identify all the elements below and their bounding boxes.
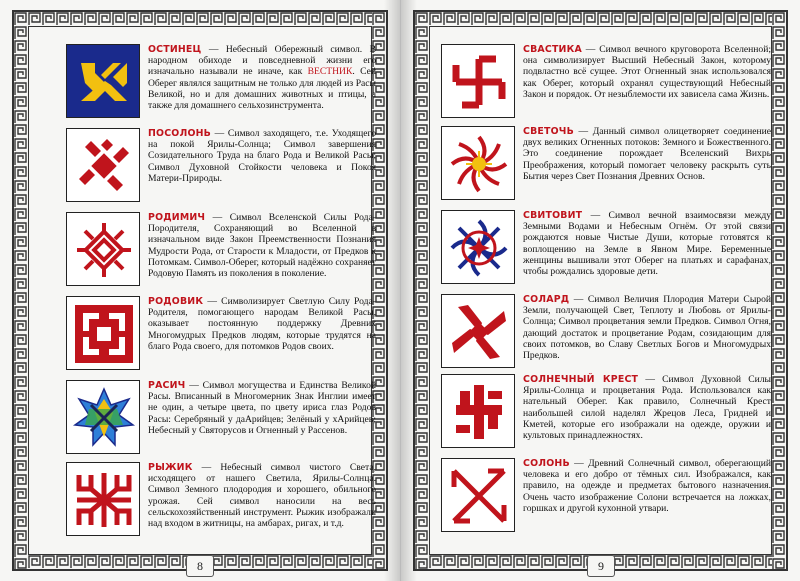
symbol-entry — [441, 458, 771, 532]
entry-text — [515, 374, 771, 448]
posolon-symbol-icon — [66, 128, 140, 202]
entry-text — [140, 212, 376, 286]
entry-body: — Символ вечной взаимосвязи между Земными Водами и Небесным Огнём. От этой связи рождаются новые Чистые Души, которые готовятся к воплощению на Земле в Явном Мире. Беременные женщины вышивали этот Оберег на платьях и сарафанах, чтобы рождались здоровые дети. — [523, 210, 771, 278]
gutter-shadow — [384, 0, 400, 581]
greek-key-band-top — [14, 12, 386, 26]
entry-body: — Древний Солнечный символ, оберегающий человека и его добро от тёмных сил. Изображался, как правило, на одежде и предметах бытового назначения. Очень часто изображение Солони встречается на ложках, горшках и другой кухонной утвари. — [523, 458, 771, 514]
entry-title: РОДОВИК — [148, 296, 204, 307]
entry-text — [515, 126, 771, 200]
entry-title: СВИТОВИТ — [523, 210, 583, 221]
symbol-entry — [441, 126, 771, 200]
entry-body: — Символ Величия Плородия Матери Сырой Земли, получающей Свет, Теплоту и Любовь от Ярилы-Солнца; Символ процветания земли Предков. Символ Огня, дающий достаток и процветание Родам, созидающим для своих потомков, во Славу Светлых Богов и Многомудрых Предков. — [523, 294, 771, 362]
greek-key-band-top — [415, 12, 786, 26]
ryzhik-symbol-icon — [66, 462, 140, 536]
entry-body: — Небесный символ чистого Света, исходящего от нашего Светила, Ярилы-Солнца. Символ Земного плодородия и хорошего, обильного урожая. Сей символ наносили на весь сельскохозяйственный инструмент. Рыжик изображали над входом в житницы, на амбарах, ригах, и т.д. — [148, 462, 376, 530]
symbol-entry — [441, 44, 771, 118]
entry-text — [140, 128, 376, 202]
symbol-entry — [66, 44, 376, 118]
entry-title: РАСИЧ — [148, 380, 186, 391]
entry-text — [515, 210, 771, 284]
svastika-symbol-icon — [441, 44, 515, 118]
symbol-entry — [441, 374, 771, 448]
entry-text — [515, 44, 771, 118]
page-number: 9 — [587, 555, 615, 577]
solnechny-krest-symbol-icon — [441, 374, 515, 448]
symbol-entry — [441, 210, 771, 284]
entry-body-end: . Сей Оберег являлся защитным не только для людей из Расы Великой, но и для домашних животных и птицы, а также для домашнего сельхозинструмента. — [148, 66, 376, 112]
symbol-entry — [66, 212, 376, 286]
svitovit-symbol-icon — [441, 210, 515, 284]
entry-text — [140, 380, 376, 454]
entry-title: РОДИМИЧ — [148, 212, 206, 223]
solon-symbol-icon — [441, 458, 515, 532]
symbol-entry — [66, 296, 376, 370]
right-page — [400, 0, 800, 581]
ostinets-symbol-icon — [66, 44, 140, 118]
svetoch-symbol-icon — [441, 126, 515, 200]
entry-title: СОЛНЕЧНЫЙ КРЕСТ — [523, 374, 639, 385]
entry-body: — Данный символ олицетворяет соединение двух великих Огненных потоков: Земного и Божественного. Это соединение порождает Вселенский Вихрь Преображения, который помогает человеку раскрыть суть Бытия через Свет Познания Древних Основ. — [523, 126, 771, 182]
entry-highlight: ВЕСТНИК — [307, 66, 353, 78]
entry-title: СОЛОНЬ — [523, 458, 570, 469]
entry-body: — Символ Духовной Силы Ярилы-Солнца и процветания Рода. Использовался как нательный Оберег. Как правило, Солнечный Крест наибольшей силой наделял Жрецов Леса, Гридней и Кметей, которые его изображали на одежде, оружии и культовых принадлежностях. — [523, 374, 771, 442]
rodovik-symbol-icon — [66, 296, 140, 370]
entry-body: — Символ вечного круговорота Вселенной; она символизирует Высший Небесный Закон, которому подвластно всё сущее. Этот Огненный знак использовался как Оберег, который охранял существующий Небесный Закон и порядок. От незыблемости их зависела сама Жизнь. — [523, 44, 771, 100]
entry-title: ОСТИНЕЦ — [148, 44, 202, 55]
symbol-entry — [66, 128, 376, 202]
greek-key-band-left — [415, 12, 429, 569]
symbol-entry — [66, 462, 376, 536]
entry-title: СВАСТИКА — [523, 44, 582, 55]
entry-body: — Символ заходящего, т.е. Уходящего на покой Ярилы-Солнца; Символ завершения Созидательного Труда на благо Рода и Великой Расы; Символ Духовной Стойкости человека и Покоя Матери-Природы. — [148, 128, 376, 184]
rasich-symbol-icon — [66, 380, 140, 454]
entry-body: — Символизирует Светлую Силу Рода-Родителя, помогающего народам Великой Расы, оказывает постоянную поддержку Древних Многомудрых Предков людям, которые трудятся на благо Рода своего, для потомков Родов своих. — [148, 296, 376, 352]
entry-title: РЫЖИК — [148, 462, 193, 473]
entry-title: СОЛАРД — [523, 294, 570, 305]
entry-body: — Символ Вселенской Силы Рода-Породителя, Сохраняющий во Вселенной в изначальном виде Закон Преемственности Познания Мудрости Рода, от Старости к Младости, от Предков к Потомкам. Символ-Оберег, который надёжно сохраняет Родовую Память из поколения в поколение. — [148, 212, 376, 280]
solard-symbol-icon — [441, 294, 515, 368]
entry-body: — Небесный Обережный символ. В народном обиходе и повседневной жизни его изначально называли не иначе, как — [148, 44, 376, 78]
greek-key-band-left — [14, 12, 28, 569]
symbol-entry — [66, 380, 376, 454]
entry-title: СВЕТОЧЬ — [523, 126, 574, 137]
greek-key-band-right — [772, 12, 786, 569]
symbol-entry — [441, 294, 771, 368]
rodimich-symbol-icon — [66, 212, 140, 286]
entry-title: ПОСОЛОНЬ — [148, 128, 212, 139]
entry-text — [515, 294, 771, 368]
entry-text — [515, 458, 771, 532]
gutter-shadow — [401, 0, 417, 581]
entry-text — [140, 296, 376, 370]
page-number: 8 — [186, 555, 214, 577]
entry-text — [140, 462, 376, 536]
entry-text — [140, 44, 376, 118]
entry-body: — Символ могущества и Единства Великой Расы. Вписанный в Многомерник Знак Инглии имеет не один, а четыре цвета, по цвету ириса глаз Родов Расы: Серебряный у даАрийцев; Зелёный у хАрийцев; Небесный у Святорусов и Огненный у Рассенов. — [148, 380, 376, 436]
